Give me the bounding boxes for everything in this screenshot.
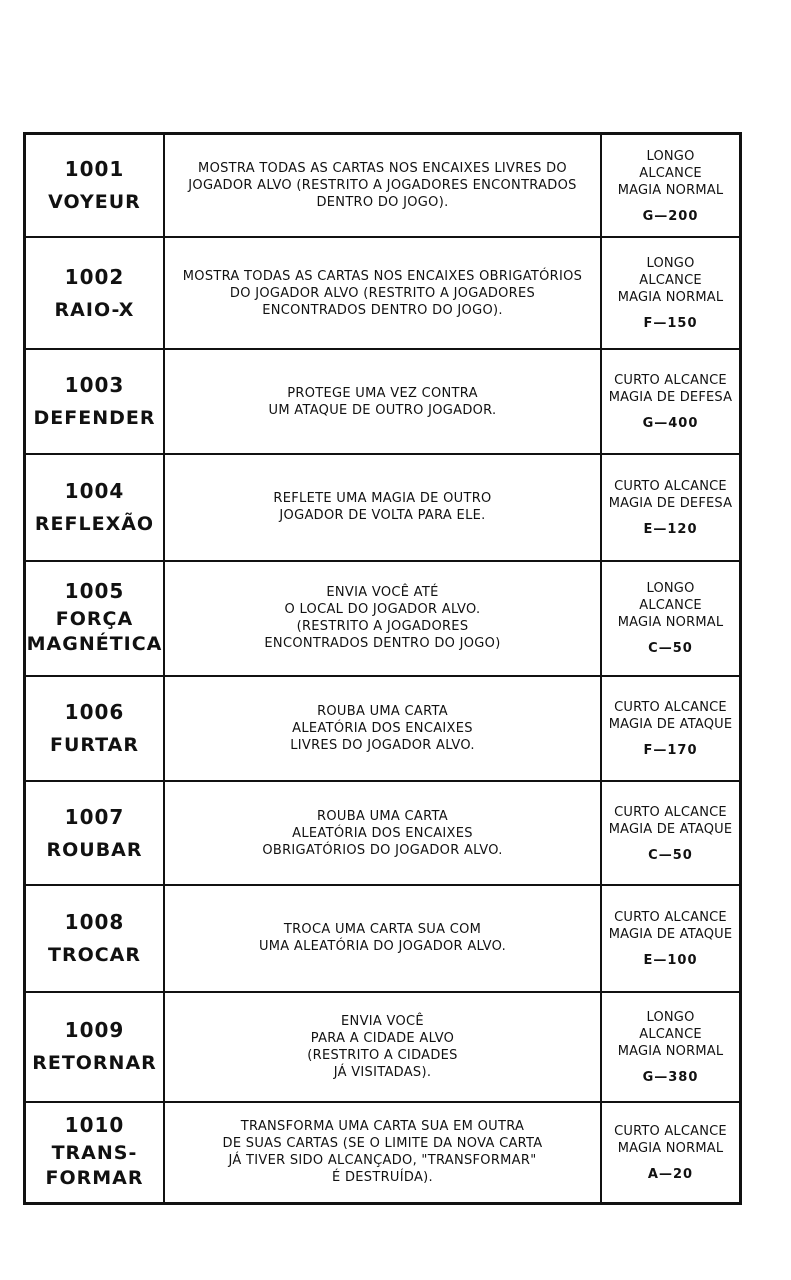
card-description-cell (165, 886, 602, 991)
card-id-cell (26, 135, 165, 236)
card-description: ROUBA UMA CARTA ALEATÓRIA DOS ENCAIXES LIVRES DO JOGADOR ALVO. (290, 704, 475, 754)
card-name: VOYEUR (48, 191, 141, 214)
card-info-cell (602, 238, 739, 347)
card-description-cell (165, 562, 602, 675)
card-rank: F—150 (643, 316, 698, 332)
card-range: CURTO ALCANCE MAGIA DE ATAQUE (608, 804, 733, 837)
card-number: 1002 (64, 264, 125, 289)
table-row (26, 135, 739, 238)
card-name: FORÇA MAGNÉTICA (26, 607, 163, 656)
card-number: 1009 (64, 1018, 125, 1043)
card-number: 1006 (64, 700, 125, 725)
card-id-cell (26, 886, 165, 991)
table-row (26, 993, 739, 1102)
card-description: PROTEGE UMA VEZ CONTRA UM ATAQUE DE OUTRO JOGADOR. (268, 385, 497, 418)
card-description-cell (165, 782, 602, 883)
card-info-cell (602, 455, 739, 559)
card-name: REFLEXÃO (34, 513, 155, 535)
table-row (26, 677, 739, 782)
card-description: ENVIA VOCÊ PARA A CIDADE ALVO (RESTRITO A CIDADES JÁ VISITADAS). (307, 1013, 458, 1080)
card-number: 1003 (64, 373, 125, 398)
table-row (26, 886, 739, 993)
card-description: REFLETE UMA MAGIA DE OUTRO JOGADOR DE VOLTA PARA ELE. (273, 491, 492, 524)
card-id-cell (26, 238, 165, 347)
card-info-cell (602, 993, 739, 1100)
card-number: 1001 (64, 157, 125, 182)
card-range: CURTO ALCANCE MAGIA NORMAL (614, 1123, 727, 1156)
table-row (26, 562, 739, 677)
card-info-cell (602, 1103, 739, 1202)
card-name: FURTAR (49, 734, 139, 757)
card-number: 1008 (64, 910, 125, 935)
card-rank: G—400 (642, 416, 699, 431)
spell-card-table (23, 132, 742, 1205)
card-description-cell (165, 1103, 602, 1202)
card-name: TRANS- FORMAR (45, 1141, 144, 1190)
card-info-cell (602, 782, 739, 883)
card-rank: E—120 (643, 521, 698, 537)
table-row (26, 238, 739, 349)
card-number: 1007 (64, 804, 125, 829)
card-info-cell (602, 886, 739, 991)
card-name: ROUBAR (46, 838, 143, 861)
card-name: DEFENDER (33, 407, 156, 430)
table-row (26, 455, 739, 561)
table-row (26, 350, 739, 455)
card-description: ENVIA VOCÊ ATÉ O LOCAL DO JOGADOR ALVO. (RESTRITO A JOGADORES ENCONTRADOS DENTRO DO JOGO) (264, 585, 501, 652)
card-range: CURTO ALCANCE MAGIA DE DEFESA (608, 478, 733, 511)
card-rank: G—380 (642, 1069, 699, 1085)
card-number: 1010 (64, 1112, 125, 1137)
table-row (26, 1103, 739, 1202)
card-range: CURTO ALCANCE MAGIA DE ATAQUE (608, 909, 733, 942)
card-id-cell (26, 993, 165, 1100)
card-rank: E—100 (643, 952, 698, 968)
card-id-cell (26, 782, 165, 883)
card-description-cell (165, 135, 602, 236)
card-range: LONGO ALCANCE MAGIA NORMAL (617, 1009, 724, 1059)
card-range: LONGO ALCANCE MAGIA NORMAL (617, 256, 724, 306)
card-name: RETORNAR (32, 1052, 157, 1075)
card-info-cell (602, 350, 739, 453)
card-rank: A—20 (647, 1166, 694, 1182)
card-rank: C—50 (648, 847, 693, 863)
card-range: CURTO ALCANCE MAGIA DE ATAQUE (608, 700, 733, 733)
card-rank: C—50 (648, 641, 693, 657)
card-range: LONGO ALCANCE MAGIA NORMAL (617, 581, 724, 631)
card-number: 1004 (64, 479, 125, 503)
table-row (26, 782, 739, 885)
card-name: TROCAR (47, 944, 142, 967)
card-id-cell (26, 1103, 165, 1202)
card-id-cell (26, 350, 165, 453)
card-description-cell (165, 993, 602, 1100)
card-id-cell (26, 455, 165, 559)
card-description-cell (165, 677, 602, 780)
card-rank: F—170 (643, 743, 698, 759)
card-description: TRANSFORMA UMA CARTA SUA EM OUTRA DE SUAS CARTAS (SE O LIMITE DA NOVA CARTA JÁ TIVER SIDO ALCANÇADO, "TRANSFORMAR" É DESTRUÍDA). (222, 1119, 543, 1186)
card-info-cell (602, 677, 739, 780)
card-description: MOSTRA TODAS AS CARTAS NOS ENCAIXES LIVRES DO JOGADOR ALVO (RESTRITO A JOGADORES ENCONTRADOS DENTRO DO JOGO). (188, 161, 577, 211)
card-range: LONGO ALCANCE MAGIA NORMAL (617, 148, 724, 198)
card-description-cell (165, 238, 602, 347)
card-description: ROUBA UMA CARTA ALEATÓRIA DOS ENCAIXES OBRIGATÓRIOS DO JOGADOR ALVO. (262, 808, 503, 858)
card-description: MOSTRA TODAS AS CARTAS NOS ENCAIXES OBRIGATÓRIOS DO JOGADOR ALVO (RESTRITO A JOGADORES ENCONTRADOS DENTRO DO JOGO). (182, 268, 583, 318)
card-description-cell (165, 350, 602, 453)
card-info-cell (602, 135, 739, 236)
card-info-cell (602, 562, 739, 675)
card-id-cell (26, 677, 165, 780)
card-name: RAIO-X (54, 298, 135, 321)
card-description: TROCA UMA CARTA SUA COM UMA ALEATÓRIA DO JOGADOR ALVO. (258, 922, 507, 955)
card-rank: G—200 (642, 208, 699, 224)
card-id-cell (26, 562, 165, 675)
card-range: CURTO ALCANCE MAGIA DE DEFESA (608, 373, 733, 405)
card-number: 1005 (64, 578, 125, 603)
card-description-cell (165, 455, 602, 559)
